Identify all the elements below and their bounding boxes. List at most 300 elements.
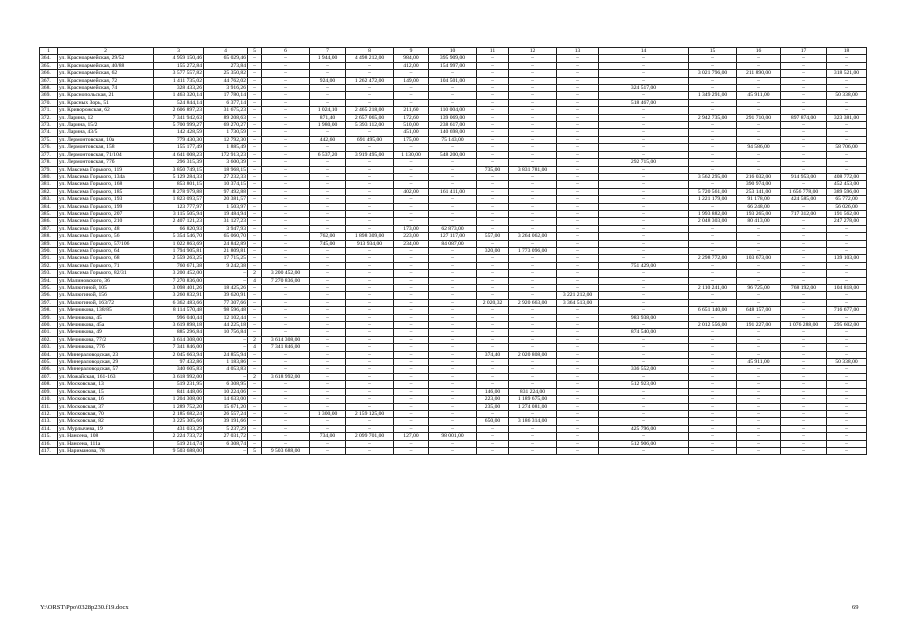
column-header: 2 bbox=[58, 48, 154, 55]
value-cell: – bbox=[827, 410, 867, 417]
value-cell: – bbox=[599, 292, 689, 299]
value-cell: – bbox=[737, 240, 781, 247]
row-number: 378. bbox=[40, 159, 58, 166]
value-cell: – bbox=[346, 62, 394, 69]
column-header: 18 bbox=[827, 48, 867, 55]
value-cell: 853 801,15 bbox=[154, 181, 204, 188]
value-cell: – bbox=[737, 381, 781, 388]
value-cell: – bbox=[477, 159, 509, 166]
value-cell: – bbox=[689, 181, 737, 188]
value-cell: – bbox=[827, 233, 867, 240]
value-cell: – bbox=[737, 99, 781, 106]
value-cell: – bbox=[477, 336, 509, 343]
value-cell: – bbox=[689, 381, 737, 388]
value-cell: 3 200 452,00 bbox=[154, 270, 204, 277]
value-cell: – bbox=[477, 196, 509, 203]
value-cell: – bbox=[310, 277, 346, 284]
value-cell: – bbox=[689, 203, 737, 210]
address-cell: ул. Максима Горького, 207 bbox=[58, 210, 154, 217]
value-cell: – bbox=[781, 299, 827, 306]
value-cell: – bbox=[248, 329, 262, 336]
value-cell: – bbox=[599, 173, 689, 180]
value-cell: – bbox=[509, 188, 557, 195]
value-cell: – bbox=[781, 122, 827, 129]
value-cell: 104 501,00 bbox=[429, 77, 477, 84]
value-cell: – bbox=[262, 196, 310, 203]
value-cell: – bbox=[599, 218, 689, 225]
value-cell: – bbox=[737, 122, 781, 129]
value-cell: – bbox=[509, 277, 557, 284]
row-number: 414. bbox=[40, 425, 58, 432]
value-cell: – bbox=[737, 329, 781, 336]
value-cell: – bbox=[310, 344, 346, 351]
value-cell: – bbox=[557, 151, 599, 158]
value-cell: – bbox=[477, 77, 509, 84]
value-cell: 996 040,44 bbox=[154, 314, 204, 321]
value-cell: – bbox=[477, 144, 509, 151]
table-row bbox=[40, 196, 867, 203]
value-cell: – bbox=[599, 410, 689, 417]
value-cell: – bbox=[310, 292, 346, 299]
value-cell: – bbox=[781, 381, 827, 388]
value-cell: – bbox=[689, 144, 737, 151]
value-cell: – bbox=[781, 92, 827, 99]
value-cell: – bbox=[737, 351, 781, 358]
value-cell: – bbox=[429, 388, 477, 395]
value-cell: – bbox=[689, 62, 737, 69]
value-cell: – bbox=[394, 418, 429, 425]
value-cell: 295 602,00 bbox=[827, 322, 867, 329]
value-cell: – bbox=[248, 92, 262, 99]
value-cell: – bbox=[827, 166, 867, 173]
value-cell: 1 980,00 bbox=[310, 122, 346, 129]
value-cell: – bbox=[689, 351, 737, 358]
value-cell: – bbox=[394, 270, 429, 277]
value-cell: – bbox=[509, 270, 557, 277]
value-cell: – bbox=[781, 307, 827, 314]
value-cell: 66 820,93 bbox=[154, 225, 204, 232]
value-cell: – bbox=[737, 410, 781, 417]
value-cell: – bbox=[689, 433, 737, 440]
value-cell: 324 517,00 bbox=[599, 85, 689, 92]
value-cell: – bbox=[689, 440, 737, 447]
value-cell: – bbox=[599, 136, 689, 143]
value-cell: – bbox=[346, 99, 394, 106]
value-cell: – bbox=[781, 225, 827, 232]
value-cell: 7 270 836,00 bbox=[154, 277, 204, 284]
table-row bbox=[40, 366, 867, 373]
value-cell: – bbox=[310, 373, 346, 380]
value-cell: 247 278,00 bbox=[827, 218, 867, 225]
value-cell: – bbox=[394, 85, 429, 92]
row-number: 382. bbox=[40, 188, 58, 195]
value-cell: – bbox=[509, 285, 557, 292]
address-cell: ул. Красноармейская, 40/88 bbox=[58, 62, 154, 69]
value-cell: – bbox=[429, 418, 477, 425]
value-cell: – bbox=[477, 99, 509, 106]
value-cell: – bbox=[689, 129, 737, 136]
value-cell: 14 633,00 bbox=[204, 396, 248, 403]
address-cell: ул. Нансена, 111а bbox=[58, 440, 154, 447]
value-cell: 751 429,00 bbox=[599, 262, 689, 269]
value-cell: – bbox=[262, 285, 310, 292]
address-cell: ул. Мечникова, 45 bbox=[58, 314, 154, 321]
value-cell: – bbox=[477, 307, 509, 314]
value-cell: 2 159 125,00 bbox=[346, 410, 394, 417]
table-row bbox=[40, 85, 867, 92]
value-cell: – bbox=[262, 151, 310, 158]
value-cell: – bbox=[310, 129, 346, 136]
address-cell: ул. Ларина, 12 bbox=[58, 114, 154, 121]
value-cell: 193 265,00 bbox=[737, 210, 781, 217]
value-cell: – bbox=[394, 329, 429, 336]
row-number: 389. bbox=[40, 240, 58, 247]
value-cell: – bbox=[262, 366, 310, 373]
value-cell: 340 605,83 bbox=[154, 366, 204, 373]
value-cell: 1 130,00 bbox=[394, 151, 429, 158]
value-cell: – bbox=[781, 388, 827, 395]
value-cell: 84 087,00 bbox=[429, 240, 477, 247]
value-cell: 408 772,00 bbox=[827, 173, 867, 180]
value-cell: 1 885,49 bbox=[204, 144, 248, 151]
value-cell: – bbox=[557, 381, 599, 388]
row-number: 402. bbox=[40, 336, 58, 343]
value-cell: – bbox=[346, 225, 394, 232]
value-cell: – bbox=[346, 262, 394, 269]
value-cell: – bbox=[394, 388, 429, 395]
value-cell: – bbox=[509, 92, 557, 99]
value-cell: 45 911,00 bbox=[737, 92, 781, 99]
value-cell: – bbox=[248, 285, 262, 292]
value-cell: 211 890,00 bbox=[737, 70, 781, 77]
value-cell: – bbox=[262, 329, 310, 336]
value-cell: – bbox=[310, 262, 346, 269]
value-cell: 6 308,95 bbox=[204, 381, 248, 388]
value-cell: – bbox=[557, 255, 599, 262]
value-cell: 2 224 733,72 bbox=[154, 433, 204, 440]
value-cell: – bbox=[248, 433, 262, 440]
value-cell: – bbox=[737, 159, 781, 166]
value-cell: – bbox=[262, 247, 310, 254]
value-cell: – bbox=[310, 403, 346, 410]
value-cell: 5 393 112,00 bbox=[346, 122, 394, 129]
value-cell: 768 192,00 bbox=[781, 285, 827, 292]
value-cell: – bbox=[262, 173, 310, 180]
value-cell: – bbox=[509, 425, 557, 432]
value-cell: 3 618 992,00 bbox=[154, 373, 204, 380]
table-row bbox=[40, 418, 867, 425]
value-cell: – bbox=[557, 359, 599, 366]
value-cell: – bbox=[346, 314, 394, 321]
value-cell: – bbox=[394, 366, 429, 373]
value-cell: – bbox=[599, 255, 689, 262]
value-cell: – bbox=[248, 307, 262, 314]
value-cell: – bbox=[781, 270, 827, 277]
value-cell: – bbox=[827, 388, 867, 395]
value-cell: – bbox=[262, 381, 310, 388]
value-cell: 4 bbox=[248, 344, 262, 351]
value-cell: – bbox=[477, 447, 509, 454]
row-number: 397. bbox=[40, 299, 58, 306]
table-row bbox=[40, 107, 867, 114]
value-cell: – bbox=[557, 136, 599, 143]
address-cell: ул. Московская, 82 bbox=[58, 418, 154, 425]
value-cell: – bbox=[346, 210, 394, 217]
value-cell: – bbox=[689, 233, 737, 240]
value-cell: 7 270 836,00 bbox=[262, 277, 310, 284]
value-cell: – bbox=[557, 247, 599, 254]
value-cell: – bbox=[429, 396, 477, 403]
value-cell: – bbox=[557, 70, 599, 77]
value-cell: – bbox=[509, 440, 557, 447]
table-row bbox=[40, 240, 867, 247]
row-number: 411. bbox=[40, 403, 58, 410]
value-cell: 518 467,00 bbox=[599, 99, 689, 106]
value-cell: – bbox=[310, 166, 346, 173]
value-cell: 12 102,44 bbox=[204, 314, 248, 321]
value-cell: – bbox=[346, 166, 394, 173]
value-cell: 234,00 bbox=[394, 240, 429, 247]
value-cell: – bbox=[509, 85, 557, 92]
value-cell: 104 818,00 bbox=[827, 285, 867, 292]
value-cell: – bbox=[394, 181, 429, 188]
value-cell: 10 374,15 bbox=[204, 181, 248, 188]
value-cell: – bbox=[827, 447, 867, 454]
value-cell: – bbox=[689, 403, 737, 410]
value-cell: – bbox=[394, 70, 429, 77]
value-cell: – bbox=[827, 440, 867, 447]
value-cell: 80 413,00 bbox=[737, 218, 781, 225]
value-cell: – bbox=[262, 136, 310, 143]
value-cell: – bbox=[346, 277, 394, 284]
value-cell: – bbox=[509, 136, 557, 143]
value-cell: – bbox=[477, 270, 509, 277]
value-cell: – bbox=[557, 410, 599, 417]
value-cell: 1 730,59 bbox=[204, 129, 248, 136]
value-cell: – bbox=[248, 129, 262, 136]
address-cell: ул. Минераловодская, 29 bbox=[58, 359, 154, 366]
value-cell: – bbox=[248, 159, 262, 166]
value-cell: – bbox=[509, 344, 557, 351]
value-cell: – bbox=[262, 92, 310, 99]
value-cell: – bbox=[310, 336, 346, 343]
table-row bbox=[40, 166, 867, 173]
value-cell: – bbox=[509, 322, 557, 329]
value-cell: 885 296,84 bbox=[154, 329, 204, 336]
value-cell: – bbox=[737, 403, 781, 410]
value-cell: – bbox=[781, 159, 827, 166]
value-cell: – bbox=[310, 181, 346, 188]
value-cell: – bbox=[509, 77, 557, 84]
value-cell: 140 698,00 bbox=[429, 129, 477, 136]
value-cell: 103 673,00 bbox=[737, 255, 781, 262]
value-cell: – bbox=[599, 203, 689, 210]
table-row bbox=[40, 336, 867, 343]
value-cell: – bbox=[262, 418, 310, 425]
value-cell: 216 032,00 bbox=[737, 173, 781, 180]
value-cell: – bbox=[477, 225, 509, 232]
row-number: 367. bbox=[40, 77, 58, 84]
address-cell: ул. Московская, 15 bbox=[58, 388, 154, 395]
value-cell: – bbox=[429, 70, 477, 77]
value-cell: 3 260 832,91 bbox=[154, 292, 204, 299]
value-cell: 2 bbox=[248, 336, 262, 343]
value-cell: – bbox=[346, 270, 394, 277]
value-cell: – bbox=[310, 92, 346, 99]
value-cell: – bbox=[346, 373, 394, 380]
value-cell: – bbox=[827, 336, 867, 343]
value-cell: 26 557,24 bbox=[204, 410, 248, 417]
value-cell: 1 183,86 bbox=[204, 359, 248, 366]
value-cell: – bbox=[429, 270, 477, 277]
value-cell: – bbox=[310, 255, 346, 262]
value-cell: 3 115 505,94 bbox=[154, 210, 204, 217]
value-cell: – bbox=[248, 314, 262, 321]
value-cell: 510,00 bbox=[394, 122, 429, 129]
value-cell: 56 026,00 bbox=[827, 203, 867, 210]
value-cell: – bbox=[509, 433, 557, 440]
value-cell: – bbox=[599, 322, 689, 329]
value-cell: 65 772,00 bbox=[827, 196, 867, 203]
value-cell: – bbox=[248, 425, 262, 432]
value-cell: – bbox=[477, 425, 509, 432]
table-row bbox=[40, 351, 867, 358]
value-cell: – bbox=[346, 351, 394, 358]
value-cell: 524 844,14 bbox=[154, 99, 204, 106]
value-cell: 45 911,00 bbox=[737, 359, 781, 366]
value-cell: – bbox=[509, 210, 557, 217]
value-cell: – bbox=[827, 299, 867, 306]
value-cell: 110 004,00 bbox=[429, 107, 477, 114]
value-cell: – bbox=[689, 373, 737, 380]
value-cell: 97 432,86 bbox=[154, 359, 204, 366]
value-cell: – bbox=[262, 359, 310, 366]
value-cell: – bbox=[689, 77, 737, 84]
value-cell: – bbox=[557, 403, 599, 410]
value-cell: – bbox=[310, 351, 346, 358]
value-cell: – bbox=[429, 255, 477, 262]
value-cell: 10 756,84 bbox=[204, 329, 248, 336]
value-cell: – bbox=[262, 99, 310, 106]
value-cell: – bbox=[204, 344, 248, 351]
row-number: 380. bbox=[40, 173, 58, 180]
value-cell: – bbox=[429, 277, 477, 284]
value-cell: – bbox=[689, 240, 737, 247]
row-number: 384. bbox=[40, 203, 58, 210]
value-cell: – bbox=[599, 233, 689, 240]
table-row bbox=[40, 270, 867, 277]
value-cell: – bbox=[394, 92, 429, 99]
value-cell: 1 349 291,00 bbox=[689, 92, 737, 99]
value-cell: – bbox=[310, 225, 346, 232]
value-cell: – bbox=[477, 55, 509, 62]
value-cell: 155 272,84 bbox=[154, 62, 204, 69]
value-cell: 451,00 bbox=[394, 129, 429, 136]
value-cell: – bbox=[557, 262, 599, 269]
value-cell: – bbox=[599, 225, 689, 232]
value-cell: – bbox=[689, 359, 737, 366]
value-cell: – bbox=[599, 285, 689, 292]
value-cell: – bbox=[737, 366, 781, 373]
value-cell: – bbox=[781, 344, 827, 351]
value-cell: – bbox=[394, 277, 429, 284]
value-cell: 984,00 bbox=[394, 55, 429, 62]
value-cell: – bbox=[737, 136, 781, 143]
column-header: 10 bbox=[429, 48, 477, 55]
column-header: 17 bbox=[781, 48, 827, 55]
value-cell: – bbox=[557, 77, 599, 84]
value-cell: – bbox=[429, 285, 477, 292]
value-cell: – bbox=[429, 329, 477, 336]
value-cell: 154 997,00 bbox=[429, 62, 477, 69]
table-row bbox=[40, 144, 867, 151]
column-header: 6 bbox=[262, 48, 310, 55]
table-row bbox=[40, 344, 867, 351]
value-cell: – bbox=[429, 410, 477, 417]
row-number: 399. bbox=[40, 314, 58, 321]
value-cell: 874 540,00 bbox=[599, 329, 689, 336]
value-cell: – bbox=[737, 225, 781, 232]
value-cell: – bbox=[827, 107, 867, 114]
value-cell: 65 060,70 bbox=[204, 233, 248, 240]
table-row bbox=[40, 285, 867, 292]
value-cell: – bbox=[429, 196, 477, 203]
value-cell: 291 710,00 bbox=[737, 114, 781, 121]
value-cell: 3 364 513,00 bbox=[557, 299, 599, 306]
value-cell: – bbox=[429, 166, 477, 173]
value-cell: – bbox=[262, 62, 310, 69]
value-cell: 424 585,00 bbox=[781, 196, 827, 203]
table-row bbox=[40, 203, 867, 210]
value-cell: 924,00 bbox=[310, 77, 346, 84]
value-cell: – bbox=[737, 447, 781, 454]
value-cell: – bbox=[394, 173, 429, 180]
value-cell: – bbox=[248, 151, 262, 158]
value-cell: 691 495,00 bbox=[346, 136, 394, 143]
value-cell: 3 919 495,00 bbox=[346, 151, 394, 158]
value-cell: 6 651 140,00 bbox=[689, 307, 737, 314]
value-cell: – bbox=[394, 247, 429, 254]
column-header: 15 bbox=[689, 48, 737, 55]
value-cell: – bbox=[599, 77, 689, 84]
column-header: 5 bbox=[248, 48, 262, 55]
value-cell: 3 600,39 bbox=[204, 159, 248, 166]
value-cell: – bbox=[429, 262, 477, 269]
value-cell: 4 641 008,23 bbox=[154, 151, 204, 158]
value-cell: 175,00 bbox=[394, 136, 429, 143]
value-cell: – bbox=[248, 77, 262, 84]
value-cell: – bbox=[737, 247, 781, 254]
value-cell: – bbox=[599, 247, 689, 254]
value-cell: – bbox=[429, 218, 477, 225]
row-number: 391. bbox=[40, 255, 58, 262]
table-row bbox=[40, 151, 867, 158]
value-cell: – bbox=[346, 85, 394, 92]
value-cell: – bbox=[310, 359, 346, 366]
value-cell: – bbox=[248, 55, 262, 62]
value-cell: – bbox=[429, 210, 477, 217]
value-cell: 1 262 472,00 bbox=[346, 77, 394, 84]
value-cell: – bbox=[689, 151, 737, 158]
value-cell: 762,00 bbox=[310, 233, 346, 240]
value-cell: – bbox=[689, 99, 737, 106]
value-cell: – bbox=[827, 85, 867, 92]
value-cell: – bbox=[509, 373, 557, 380]
value-cell: – bbox=[599, 122, 689, 129]
value-cell: – bbox=[477, 359, 509, 366]
value-cell: 3 618 992,00 bbox=[262, 373, 310, 380]
address-cell: ул. Криворожская, 62 bbox=[58, 107, 154, 114]
